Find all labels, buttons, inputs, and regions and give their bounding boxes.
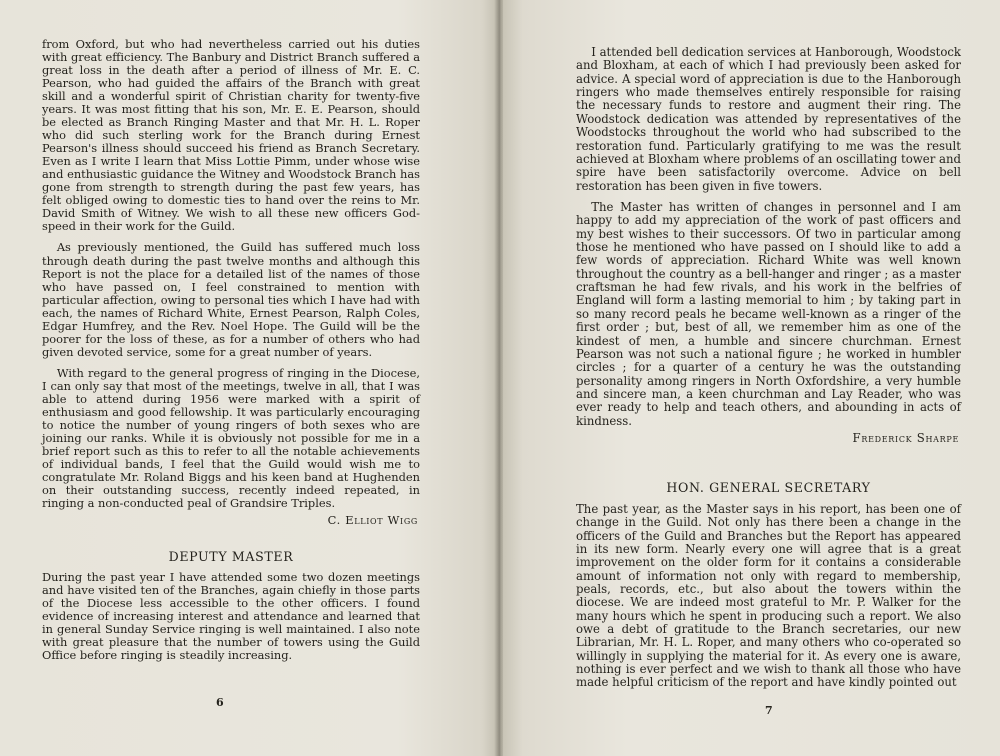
right-paragraph-2: The Master has written of changes in personnel and I am happy to add my appreciation of the work of past officers and my best wishes to their successors. Of two in particular among those he mentioned who have passed on I should like to add a few words of appreciation. Richard White was well known throughout the country as a bell-hanger and ringer ; as a master craftsman he had few rivals, and his work in the belfries of England will form a lasting memorial to him ; by taking part in so many record peals he became well-known as a ringer of the first order ; but, best of all, we remember him as one of the kindest of men, a humble and sincere churchman. Ernest Pearson was not such a national figure ; he worked in humbler circles ; for a quarter of a century he was the outstanding personality among ringers in North Oxfordshire, a very humble and sincere man, a keen churchman and Lay Reader, who was ever ready to help and teach others, and abounding in acts of kindness.: [576, 199, 961, 428]
page-number-left: 6: [216, 696, 224, 709]
section-heading-hon-general-secretary: HON. GENERAL SECRETARY: [666, 480, 871, 496]
hon-general-secretary-paragraph: The past year, as the Master says in his report, has been one of change in the Guild. Not only has there been a change in the officers of the Guild and Branches but the Report has appeared in its new form. Nearly every one will agree that is a great improvement on the older form for it contains a considerable amount of information not only with regard to membership, peals, records, etc., but also about the towers within the diocese. We are indeed most grateful to Mr. P. Walker for the many hours which he spent in producing such a report. We also owe a debt of gratitude to the Branch secretaries, our new Librarian, Mr. H. L. Roper, and many others who co-operated so willingly in supplying the material for it. As every one is aware, nothing is ever perfect and we wish to thank all those who have made helpful criticism of the report and have kindly pointed out: [576, 501, 961, 690]
right-paragraph-1: I attended bell dedication services at Hanborough, Woodstock and Bloxham, at each of which I had previously been asked for advice. A special word of appreciation is due to the Hanborough ringers who made themselves entirely responsible for raising the necessary funds to restore and augment their ring. The Woodstock dedication was attended by representatives of the Woodstocks throughout the world who had subscribed to the restoration fund. Particularly gratifying to me was the result achieved at Bloxham where problems of an oscillating tower and spire have been satisfactorily overcome. Advice on bell restoration has been given in five towers.: [576, 45, 961, 193]
section-heading-deputy-master: DEPUTY MASTER: [168, 549, 294, 565]
signature-frederick-sharpe: Frederick Sharpe: [852, 431, 959, 446]
signature-elliot-wigg: C. Elliot Wigg: [327, 513, 418, 528]
left-paragraph-1: from Oxford, but who had nevertheless carried out his duties with great efficiency. The Banbury and District Branch suffered a great loss in the death after a period of illness of Mr. E. C. Pearson, who had guided the affairs of the Branch with great skill and a wonderful spirit of Christian charity for twenty-five years. It was most fitting that his son, Mr. E. E. Pearson, should be elected as Branch Ringing Master and that Mr. H. L. Roper who did such sterling work for the Branch during Ernest Pearson's illness should succeed his friend as Branch Secretary. Even as I write I learn that Miss Lottie Pimm, under whose wise and enthusiastic guidance the Witney and Woodstock Branch has gone from strength to strength during the past few years, has felt obliged owing to domestic ties to hand over the reins to Mr. David Smith of Witney. We wish to all these new officers God-speed in their work for the Guild.: [42, 37, 420, 234]
left-paragraph-3: With regard to the general progress of ringing in the Diocese, I can only say that most of the meetings, twelve in all, that I was able to attend during 1956 were marked with a spirit of enthusiasm and good fellowship. It was particularly encouraging to notice the number of young ringers of both sexes who are joining our ranks. While it is obviously not possible for me in a brief report such as this to refer to all the notable achievements of individual bands, I feel that the Guild would wish me to congratulate Mr. Roland Biggs and his keen band at Hughenden on their outstanding success, recently indeed repeated, in ringing a non-conducted peal of Grandsire Triples.: [42, 365, 420, 511]
deputy-master-paragraph: During the past year I have attended some two dozen meetings and have visited ten of the Branches, again chiefly in those parts of the Diocese less accessible to the other officers. I found evidence of increasing interest and attendance and learned that in general Sunday Service ringing is well maintained. I also note with great pleasure that the number of towers using the Guild Office before ringing is steadily increasing.: [42, 570, 420, 663]
left-page-text: [42, 38, 420, 662]
right-page: [503, 0, 1000, 756]
page-number-right: 7: [765, 704, 773, 717]
left-page: [0, 0, 497, 756]
right-page-text: [576, 46, 961, 690]
left-paragraph-2: As previously mentioned, the Guild has suffered much loss through death during the past twelve months and although this Report is not the place for a detailed list of the names of those who have passed on, I feel constrained to mention with particular affection, owing to personal ties which I have had with each, the names of Richard White, Ernest Pearson, Ralph Coles, Edgar Humfrey, and the Rev. Noel Hope. The Guild will be the poorer for the loss of these, as for a number of others who had given devoted service, some for a great number of years.: [42, 240, 420, 359]
